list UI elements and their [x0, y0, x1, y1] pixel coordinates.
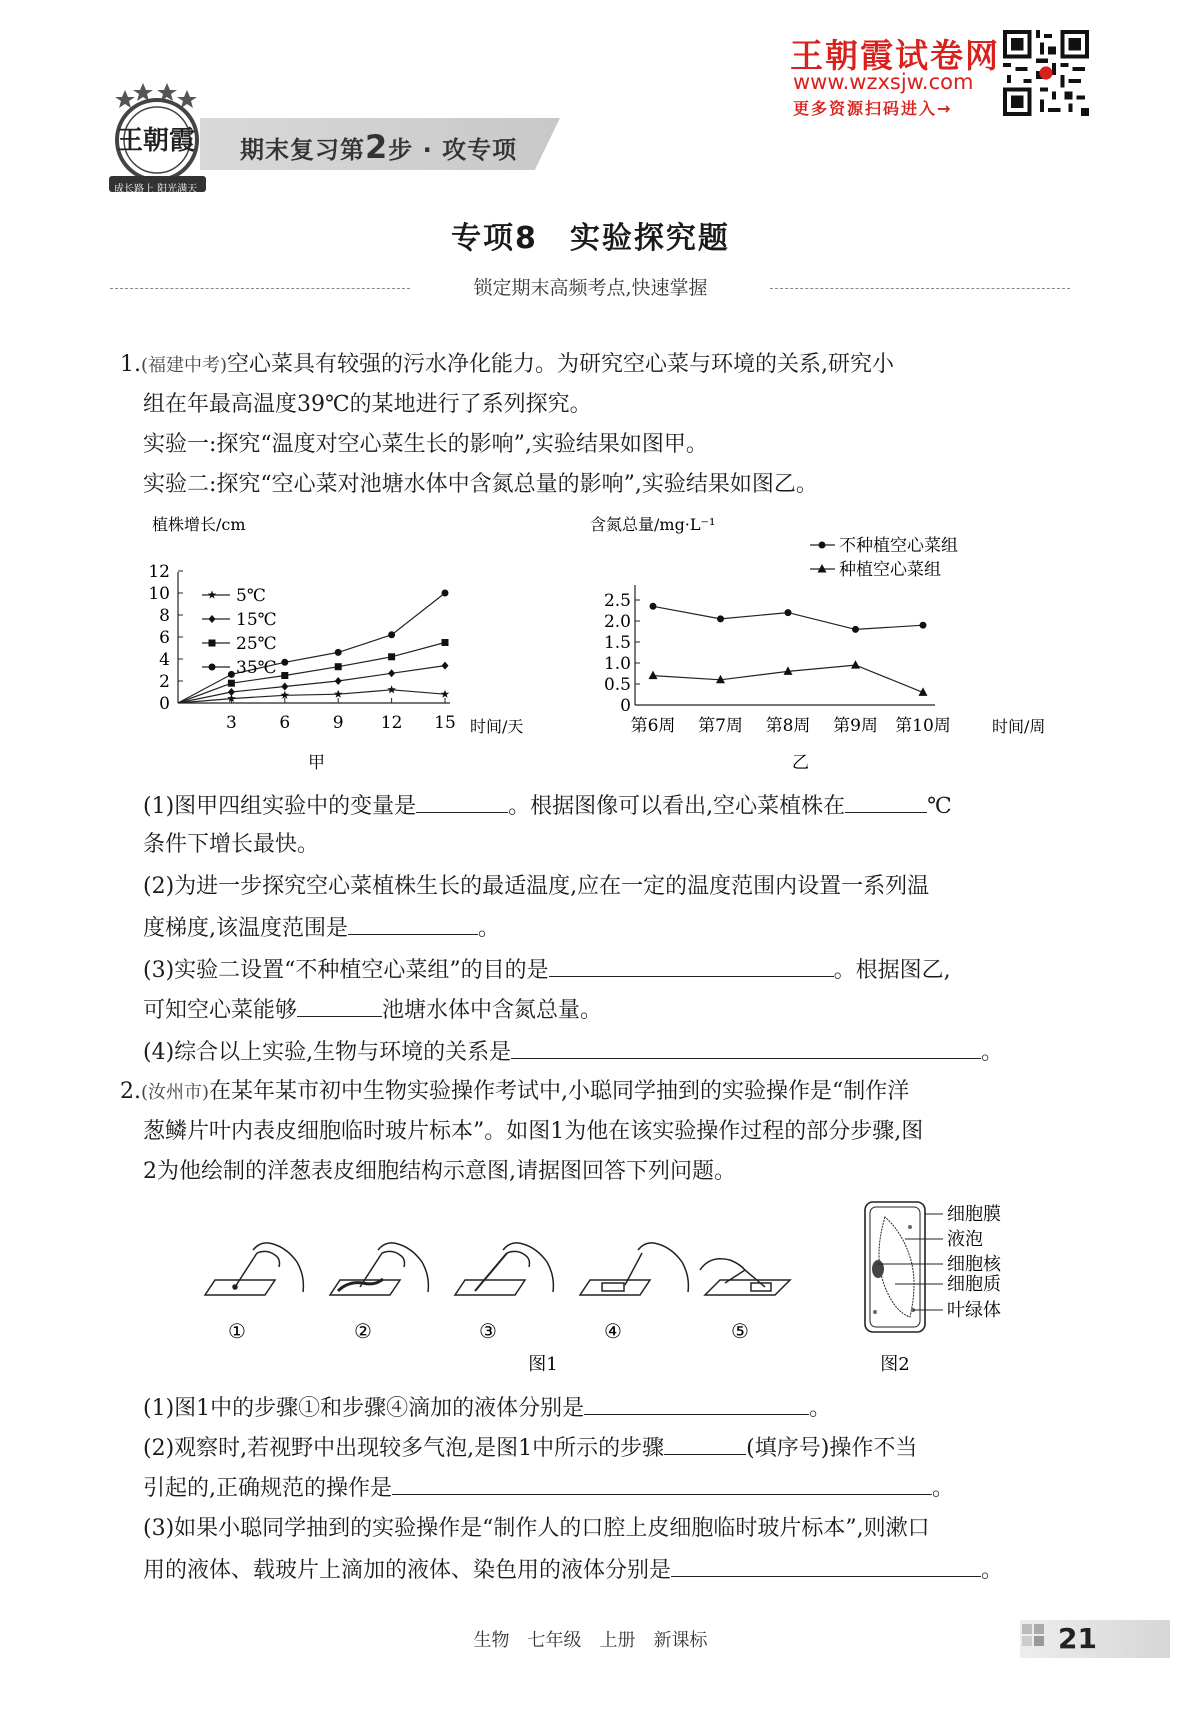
step-label-3: ③ — [479, 1319, 497, 1343]
data-point — [851, 660, 860, 669]
legend-marker — [209, 615, 216, 623]
subtitle-rule-right — [770, 288, 1070, 289]
data-point — [785, 609, 792, 616]
series-line-0 — [178, 690, 445, 703]
answer-blank[interactable] — [664, 1432, 746, 1455]
y-tick-label: 0.5 — [603, 675, 631, 695]
step-label-4: ④ — [604, 1319, 622, 1343]
y-tick-label: 0 — [620, 696, 631, 716]
answer-blank[interactable] — [845, 790, 927, 813]
x-tick-label: 12 — [380, 713, 403, 733]
q1-sub3-line1: (3)实验二设置“不种植空心菜组”的目的是 。根据图乙, — [143, 954, 951, 986]
data-point — [281, 691, 290, 699]
q1-sub2-line1: (2)为进一步探究空心菜植株生长的最适温度,应在一定的温度范围内设置一系列温 — [143, 874, 930, 899]
q2-sub2-line2: 引起的,正确规范的操作是 。 — [143, 1472, 954, 1504]
series-line-2 — [178, 643, 445, 704]
data-point — [281, 683, 288, 691]
data-point — [388, 631, 395, 638]
q1-sub1-line1: (1)图甲四组实验中的变量是 。根据图像可以看出,空心菜植株在 ℃ — [143, 790, 952, 822]
legend-label: 5℃ — [236, 586, 266, 606]
data-point — [920, 622, 927, 629]
brand-scan-hint: 更多资源扫码进入→ — [793, 99, 953, 118]
data-point — [388, 653, 395, 660]
step-3-illustration — [455, 1243, 553, 1295]
x-tick-label: 第9周 — [833, 716, 878, 736]
legend-label: 不种植空心菜组 — [839, 536, 958, 556]
cell-nucleus — [872, 1260, 884, 1278]
chart-yi — [580, 510, 1080, 775]
brand-url[interactable]: www.wzxsjw.com — [793, 70, 974, 94]
data-point — [442, 639, 449, 646]
x-tick-label: 第6周 — [630, 716, 676, 736]
q1-sub3-line2: 可知空心菜能够 池塘水体中含氮总量。 — [143, 994, 602, 1026]
q2-line2: 葱鳞片叶内表皮细胞临时玻片标本”。如图1为他在该实验操作过程的部分步骤,图 — [143, 1119, 924, 1144]
data-point — [335, 663, 342, 670]
legend-marker — [209, 664, 216, 671]
chart-yi-plot — [604, 536, 958, 736]
data-point — [649, 671, 658, 680]
qr-code-icon[interactable] — [1003, 30, 1089, 116]
data-point — [335, 649, 342, 656]
answer-blank[interactable] — [584, 1392, 809, 1415]
figure-1-caption: 图1 — [528, 1354, 558, 1375]
page-number: 21 — [1058, 1622, 1097, 1655]
legend-marker — [819, 542, 826, 549]
step-label-5: ⑤ — [731, 1319, 749, 1343]
answer-blank[interactable] — [671, 1554, 981, 1577]
q2-line3: 2为他绘制的洋葱表皮细胞结构示意图,请据图回答下列问题。 — [143, 1159, 736, 1184]
data-point — [228, 680, 235, 687]
x-tick-label: 第7周 — [698, 716, 743, 736]
chart-jia-xlabel: 时间/天 — [470, 717, 524, 736]
y-tick-label: 10 — [148, 584, 170, 604]
chart-jia-caption: 甲 — [308, 753, 325, 773]
data-point — [281, 672, 288, 679]
page-number-box — [1020, 1620, 1170, 1658]
figure-1-steps — [195, 1225, 835, 1375]
q1-line2: 组在年最高温度39℃的某地进行了系列探究。 — [143, 392, 592, 417]
y-tick-label: 0 — [159, 694, 170, 714]
legend-marker — [209, 640, 216, 647]
cell-label-vacuole: 液泡 — [947, 1229, 983, 1250]
cell-label-membrane: 细胞膜 — [947, 1204, 1001, 1225]
cell-label-chloroplast: 叶绿体 — [947, 1300, 1001, 1321]
cell-label-cytoplasm: 细胞质 — [947, 1274, 1001, 1295]
data-point — [852, 626, 859, 633]
chart-jia-ylabel: 植株增长/cm — [152, 515, 246, 534]
answer-blank[interactable] — [348, 912, 478, 935]
step-label-1: ① — [228, 1319, 246, 1343]
legend-marker — [818, 564, 827, 573]
x-tick-label: 第8周 — [765, 716, 811, 736]
page-title: 专项8 实验探究题 — [451, 221, 730, 256]
data-point — [650, 603, 657, 610]
data-point — [442, 662, 449, 670]
y-tick-label: 6 — [159, 628, 170, 648]
y-tick-label: 1.5 — [603, 633, 631, 653]
data-point — [717, 615, 724, 622]
brand-name: 王朝霞试卷网 — [790, 36, 1000, 75]
data-point — [442, 590, 449, 597]
data-point — [388, 669, 395, 677]
q1-line1: 1.(福建中考)空心菜具有较强的污水净化能力。为研究空心菜与环境的关系,研究小 — [120, 352, 895, 377]
chart-yi-ylabel: 含氮总量/mg·L⁻¹ — [590, 515, 716, 534]
q1-line4: 实验二:探究“空心菜对池塘水体中含氮总量的影响”,实验结果如图乙。 — [143, 472, 818, 497]
step-5-illustration — [700, 1259, 790, 1295]
badge-name: 王朝霞 — [117, 126, 196, 156]
answer-blank[interactable] — [416, 790, 508, 813]
chart-jia-plot — [148, 562, 455, 733]
chart-yi-xlabel: 时间/周 — [992, 717, 1046, 736]
q1-line3: 实验一:探究“温度对空心菜生长的影响”,实验结果如图甲。 — [143, 432, 708, 457]
data-point — [334, 690, 343, 698]
chart-jia — [140, 510, 560, 775]
x-tick-label: 9 — [332, 713, 344, 733]
legend-label: 35℃ — [236, 658, 277, 678]
q1-sub1-line2: 条件下增长最快。 — [143, 832, 320, 857]
x-tick-label: 3 — [225, 713, 237, 733]
q2-sub3-line2: 用的液体、载玻片上滴加的液体、染色用的液体分别是 。 — [143, 1554, 1003, 1586]
q2-sub3-line1: (3)如果小聪同学抽到的实验操作是“制作人的口腔上皮细胞临时玻片标本”,则漱口 — [143, 1516, 930, 1541]
figure-2-caption: 图2 — [880, 1354, 910, 1375]
legend-label: 25℃ — [236, 634, 277, 654]
step-1-illustration — [205, 1243, 303, 1295]
chart-yi-caption: 乙 — [792, 753, 809, 773]
y-tick-label: 1.0 — [603, 654, 631, 674]
q2-sub1: (1)图1中的步骤①和步骤④滴加的液体分别是 。 — [143, 1392, 831, 1424]
legend-marker — [208, 591, 217, 599]
q1-sub4: (4)综合以上实验,生物与环境的关系是 。 — [143, 1036, 1003, 1068]
y-tick-label: 4 — [159, 650, 170, 670]
subtitle: 锁定期末高频考点,快速掌握 — [473, 277, 708, 299]
answer-blank[interactable] — [511, 1036, 981, 1059]
data-point — [228, 671, 235, 678]
page-number-decoration — [1020, 1620, 1050, 1658]
data-point — [441, 690, 450, 698]
step-2-illustration — [330, 1243, 428, 1295]
step-label-2: ② — [354, 1319, 372, 1343]
x-tick-label: 15 — [434, 713, 456, 733]
data-point — [335, 677, 342, 685]
y-tick-label: 2 — [159, 672, 170, 692]
data-point — [387, 685, 396, 693]
banner-text: 期末复习第2步 · 攻专项 — [240, 128, 518, 166]
step-4-illustration — [580, 1243, 688, 1295]
legend-label: 种植空心菜组 — [839, 560, 941, 580]
x-tick-label: 第10周 — [895, 716, 951, 736]
q2-line1: 2.(汝州市)在某年某市初中生物实验操作考试中,小聪同学抽到的实验操作是“制作洋 — [120, 1079, 910, 1104]
data-point — [281, 659, 288, 666]
x-tick-label: 6 — [279, 713, 291, 733]
answer-blank[interactable] — [297, 994, 382, 1017]
badge-motto: 成长路上 阳光满天 — [114, 184, 198, 195]
footer-text: 生物 七年级 上册 新课标 — [473, 1630, 708, 1651]
q1-sub2-line2: 度梯度,该温度范围是 。 — [143, 912, 500, 944]
y-tick-label: 2.0 — [603, 612, 631, 632]
legend-label: 15℃ — [236, 610, 277, 630]
figure-2-cell — [855, 1192, 1055, 1377]
answer-blank[interactable] — [392, 1472, 932, 1495]
cell-label-nucleus: 细胞核 — [947, 1254, 1001, 1275]
data-point — [228, 688, 235, 696]
answer-blank[interactable] — [549, 954, 834, 977]
q2-sub2-line1: (2)观察时,若视野中出现较多气泡,是图1中所示的步骤 (填序号)操作不当 — [143, 1432, 917, 1464]
y-tick-label: 12 — [148, 562, 170, 582]
series-line-3 — [178, 593, 445, 703]
y-tick-label: 2.5 — [603, 591, 631, 611]
y-tick-label: 8 — [159, 606, 170, 626]
